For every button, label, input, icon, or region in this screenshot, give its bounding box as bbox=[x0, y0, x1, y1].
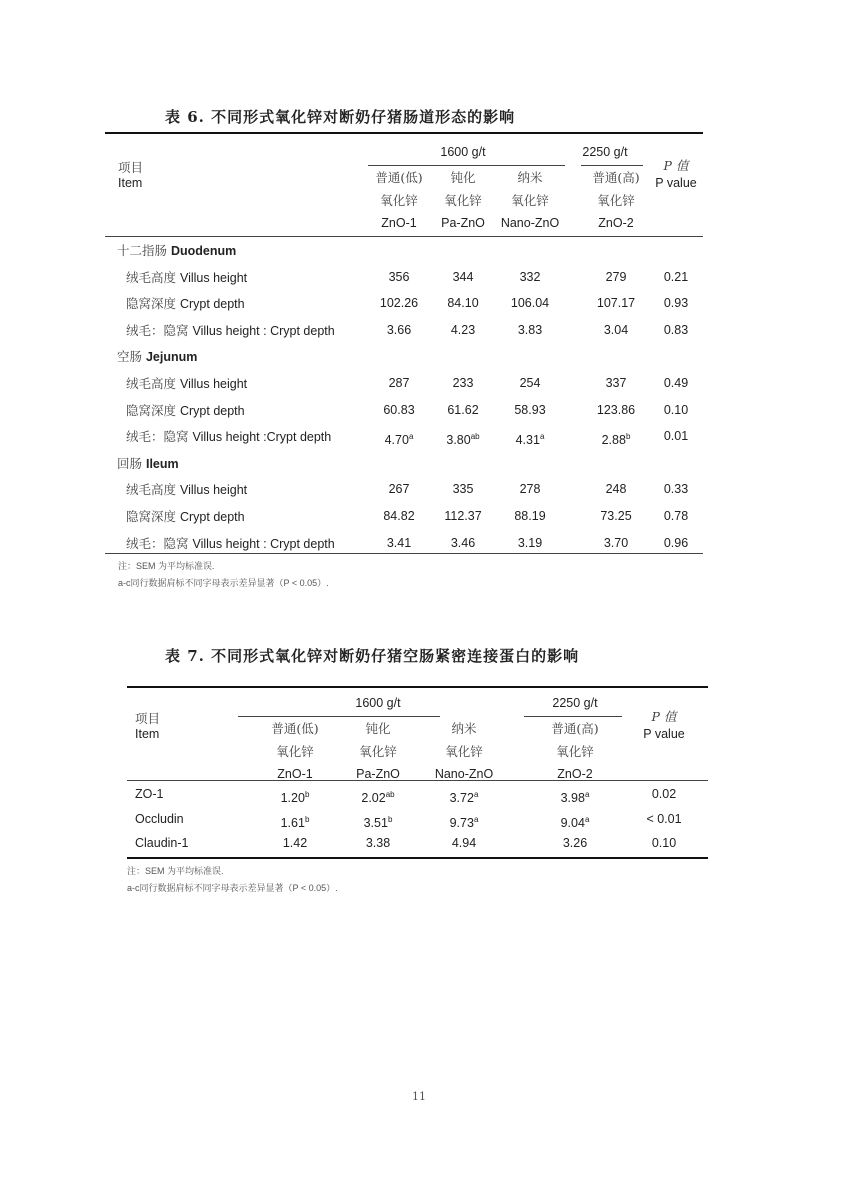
row-label-cn: 绒毛高度 bbox=[126, 376, 180, 391]
table-cell: 2.02$^{ab}$ bbox=[361, 790, 395, 806]
column-header-en: Pa-ZnO bbox=[356, 767, 400, 781]
row-label-cn: 绒毛：隐窝 bbox=[126, 535, 193, 551]
table-cell: 9.04$^a$ bbox=[560, 814, 590, 830]
p-value-cell: 0.01 bbox=[663, 429, 689, 444]
row-label bbox=[126, 425, 331, 449]
column-header-en: ZnO-2 bbox=[557, 767, 593, 781]
table-cell: 344 bbox=[452, 269, 474, 284]
group-1600: 1600 g/t bbox=[440, 145, 486, 159]
table-cell: 4.31$^a$ bbox=[515, 432, 545, 448]
group-rule bbox=[238, 716, 440, 717]
row-label bbox=[126, 372, 247, 396]
row-label-cn: 绒毛：隐窝 bbox=[126, 429, 193, 445]
table-cell: 356 bbox=[388, 269, 410, 284]
table-cell: 3.98$^a$ bbox=[560, 790, 590, 806]
table-cell: 337 bbox=[605, 376, 627, 390]
row-label: Claudin-1 bbox=[135, 836, 189, 850]
column-header-en: Nano-ZnO bbox=[500, 216, 560, 230]
table-cell: 3.46 bbox=[450, 535, 476, 550]
table-rule bbox=[105, 132, 703, 134]
table-cell: 254 bbox=[519, 376, 541, 390]
row-label: Occludin bbox=[135, 811, 184, 826]
row-label-en: Villus height bbox=[179, 483, 248, 498]
p-value-cell: 0.96 bbox=[663, 535, 689, 550]
table-7-note-1: 注：SEM 为平均标准误. bbox=[127, 866, 224, 876]
p-value-cell: 0.33 bbox=[663, 482, 689, 497]
table-cell: 3.66 bbox=[386, 322, 412, 337]
section-name-en: Duodenum bbox=[170, 244, 237, 258]
table-cell: 1.20$^b$ bbox=[280, 790, 310, 806]
table-cell: 73.25 bbox=[600, 509, 632, 523]
p-value-cell: 0.02 bbox=[651, 787, 677, 801]
p-value-cell: < 0.01 bbox=[646, 811, 682, 826]
column-header-en: Pa-ZnO bbox=[441, 216, 485, 230]
section-name-cn: 空肠 bbox=[117, 349, 146, 365]
row-label-cn: 绒毛：隐窝 bbox=[126, 322, 193, 338]
table-cell: 3.51$^b$ bbox=[363, 814, 393, 830]
section-heading bbox=[117, 452, 179, 476]
table-6-note-1: 注：SEM 为平均标准误. bbox=[118, 561, 215, 571]
table-cell: 4.94 bbox=[451, 836, 477, 850]
section-name-en: Jejunum bbox=[145, 350, 198, 365]
column-header-cn: 纳米 bbox=[517, 170, 543, 185]
item-label-en: Item bbox=[135, 727, 160, 741]
column-header-cn: 普通(低) bbox=[375, 170, 423, 185]
row-label-en: Crypt depth bbox=[179, 510, 245, 524]
table-cell: 279 bbox=[605, 269, 627, 284]
row-label-cn: 隐窝深度 bbox=[126, 296, 180, 312]
column-header-cn: 普通(低) bbox=[271, 721, 319, 736]
row-label-en: Crypt depth bbox=[179, 403, 245, 418]
column-header-cn: 氧化锌 bbox=[556, 744, 594, 759]
p-label-en: P value bbox=[655, 176, 697, 190]
table-rule bbox=[127, 857, 708, 859]
section-heading bbox=[117, 239, 236, 263]
column-header-en: Nano-ZnO bbox=[434, 767, 494, 781]
table-cell: 88.19 bbox=[514, 509, 546, 523]
column-header-cn: 氧化锌 bbox=[511, 193, 549, 208]
table-7-note-2: a-c同行数据肩标不同字母表示差异显著（P < 0.05）. bbox=[127, 883, 338, 893]
table-cell: 9.73$^a$ bbox=[449, 814, 479, 830]
column-header-en: ZnO-1 bbox=[381, 216, 417, 230]
column-header-cn: 氧化锌 bbox=[276, 744, 314, 759]
row-label bbox=[126, 319, 335, 343]
p-label-en: P value bbox=[643, 727, 685, 741]
table-cell: 278 bbox=[519, 482, 541, 497]
section-heading bbox=[117, 345, 197, 369]
row-label-en: Crypt depth bbox=[179, 297, 245, 312]
group-2250: 2250 g/t bbox=[582, 145, 628, 159]
table-cell: 60.83 bbox=[383, 402, 415, 417]
table-cell: 112.37 bbox=[444, 509, 482, 523]
table-cell: 2.88$^b$ bbox=[601, 432, 631, 448]
row-label-en: Villus height : Crypt depth bbox=[192, 536, 335, 551]
row-label bbox=[126, 399, 245, 423]
table-cell: 123.86 bbox=[596, 402, 636, 417]
column-header-cn: 氧化锌 bbox=[359, 744, 397, 759]
column-header-en: ZnO-1 bbox=[277, 767, 313, 781]
table-rule bbox=[127, 686, 708, 688]
column-header-cn: 氧化锌 bbox=[597, 193, 635, 208]
row-label-en: Villus height bbox=[179, 270, 248, 285]
group-2250: 2250 g/t bbox=[552, 696, 598, 710]
table-cell: 106.04 bbox=[510, 296, 550, 311]
table-7-title: 表 7. 不同形式氧化锌对断奶仔猪空肠紧密连接蛋白的影响 bbox=[165, 647, 580, 665]
p-value-cell: 0.21 bbox=[663, 269, 689, 284]
table-cell: 248 bbox=[605, 482, 627, 497]
table-cell: 3.41 bbox=[386, 535, 412, 550]
item-label-cn: 项目 bbox=[135, 711, 161, 726]
table-cell: 107.17 bbox=[596, 296, 636, 311]
table-rule bbox=[105, 553, 703, 554]
table-cell: 4.23 bbox=[450, 322, 476, 337]
column-header-cn: 普通(高) bbox=[551, 721, 599, 736]
table-cell: 287 bbox=[388, 376, 410, 390]
table-cell: 3.72$^a$ bbox=[449, 790, 479, 806]
column-header-cn: 氧化锌 bbox=[380, 193, 418, 208]
section-name-cn: 十二指肠 bbox=[117, 243, 171, 258]
row-label bbox=[126, 292, 245, 316]
row-label-cn: 绒毛高度 bbox=[126, 269, 180, 285]
page-number: 11 bbox=[412, 1090, 426, 1103]
table-cell: 3.26 bbox=[562, 836, 588, 850]
p-label-cn: P 值 bbox=[651, 709, 677, 724]
row-label-cn: 绒毛高度 bbox=[126, 482, 180, 498]
row-label-en: Villus height : Crypt depth bbox=[192, 323, 335, 338]
row-label-en: Villus height bbox=[179, 377, 248, 391]
table-cell: 84.82 bbox=[383, 509, 415, 523]
item-label-cn: 项目 bbox=[118, 160, 144, 175]
table-cell: 84.10 bbox=[447, 296, 479, 311]
table-cell: 1.42 bbox=[282, 836, 308, 850]
p-value-cell: 0.49 bbox=[663, 376, 689, 390]
p-value-cell: 0.10 bbox=[651, 836, 677, 850]
column-header-cn: 氧化锌 bbox=[444, 193, 482, 208]
row-label-cn: 隐窝深度 bbox=[126, 509, 180, 524]
table-cell: 102.26 bbox=[379, 296, 419, 311]
p-value-cell: 0.10 bbox=[663, 402, 689, 417]
item-label-en: Item bbox=[118, 176, 143, 190]
row-label bbox=[126, 266, 247, 290]
table-cell: 4.70$^a$ bbox=[384, 432, 414, 448]
table-cell: 332 bbox=[519, 269, 541, 284]
p-value-cell: 0.78 bbox=[663, 509, 689, 523]
row-label bbox=[126, 532, 335, 556]
column-header-cn: 钝化 bbox=[365, 721, 391, 736]
table-cell: 3.04 bbox=[603, 322, 629, 337]
column-header-cn: 纳米 bbox=[451, 721, 477, 736]
table-6-title: 表 6. 不同形式氧化锌对断奶仔猪肠道形态的影响 bbox=[165, 108, 516, 126]
table-cell: 3.70 bbox=[603, 535, 629, 550]
p-value-cell: 0.83 bbox=[663, 322, 689, 337]
table-cell: 61.62 bbox=[447, 402, 479, 417]
table-rule bbox=[105, 236, 703, 237]
table-cell: 267 bbox=[388, 482, 410, 497]
row-label-cn: 隐窝深度 bbox=[126, 402, 180, 418]
p-value-cell: 0.93 bbox=[663, 296, 689, 311]
table-cell: 233 bbox=[452, 376, 474, 390]
column-header-cn: 氧化锌 bbox=[445, 744, 483, 759]
row-label-en: Villus height :Crypt depth bbox=[192, 430, 332, 445]
section-name-en: Ileum bbox=[145, 456, 179, 471]
table-cell: 3.38 bbox=[365, 836, 391, 850]
group-1600: 1600 g/t bbox=[355, 696, 401, 710]
row-label bbox=[126, 478, 247, 502]
p-label-cn: P 值 bbox=[663, 158, 689, 173]
table-cell: 58.93 bbox=[514, 402, 546, 417]
table-6-note-2: a-c同行数据肩标不同字母表示差异显著（P < 0.05）. bbox=[118, 578, 329, 588]
table-cell: 3.19 bbox=[517, 535, 543, 550]
column-header-cn: 普通(高) bbox=[592, 170, 640, 185]
row-label: ZO-1 bbox=[135, 787, 164, 801]
column-header-cn: 钝化 bbox=[450, 170, 476, 185]
table-rule bbox=[127, 780, 708, 781]
row-label bbox=[126, 505, 245, 529]
table-cell: 335 bbox=[452, 482, 474, 497]
column-header-en: ZnO-2 bbox=[598, 216, 634, 230]
table-cell: 3.83 bbox=[517, 322, 543, 337]
table-cell: 3.80$^{ab}$ bbox=[446, 432, 480, 448]
section-name-cn: 回肠 bbox=[117, 455, 146, 471]
table-cell: 1.61$^b$ bbox=[280, 814, 310, 830]
